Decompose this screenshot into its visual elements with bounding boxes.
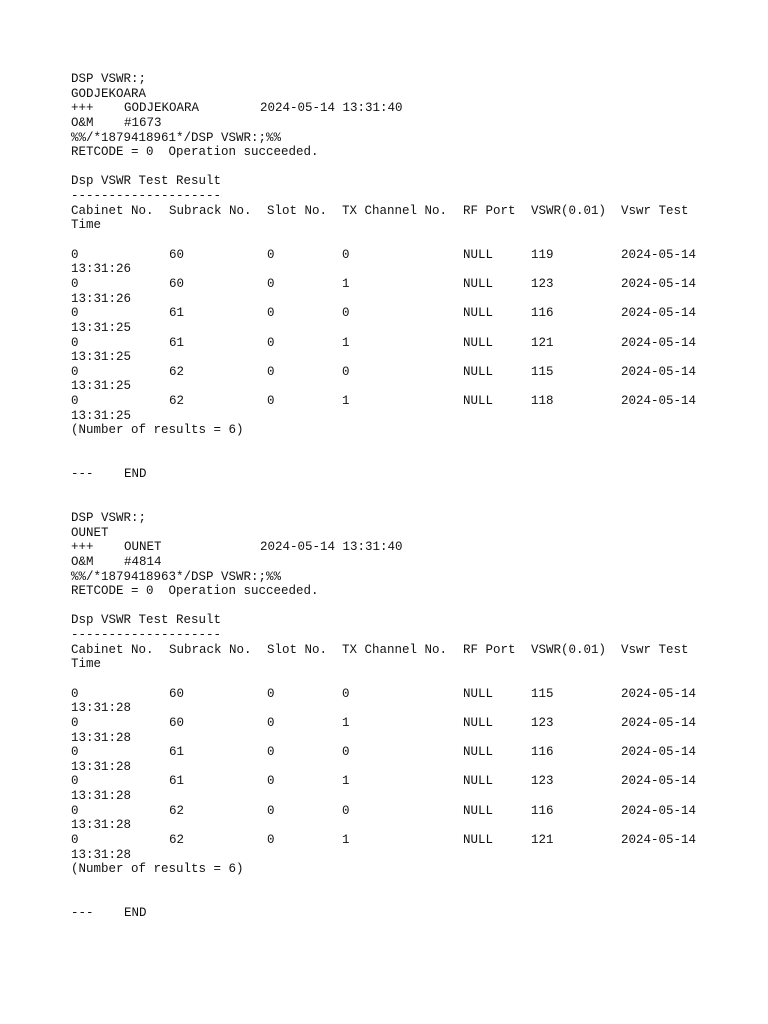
column-header: Vswr Test <box>621 203 689 218</box>
end-label: END <box>124 467 147 482</box>
cell-rf-port: NULL <box>463 364 494 379</box>
header-timestamp: 2024-05-14 13:31:40 <box>260 101 403 116</box>
cell-cabinet: 0 <box>71 394 79 409</box>
command-block <box>71 72 731 482</box>
cell-test-date: 2024-05-14 <box>621 394 697 409</box>
blank-line <box>71 892 731 907</box>
cell-test-time: 13:31:25 <box>71 379 132 394</box>
cell-test-time: 13:31:28 <box>71 847 132 862</box>
cell-rf-port: NULL <box>463 745 494 760</box>
cell-slot: 0 <box>267 686 275 701</box>
blank-line <box>71 877 731 892</box>
column-header: RF Port <box>463 203 516 218</box>
cell-rf-port: NULL <box>463 276 494 291</box>
table-row <box>71 745 731 760</box>
cell-tx-channel: 1 <box>342 335 350 350</box>
cell-test-time: 13:31:26 <box>71 262 132 277</box>
command-output-document <box>71 72 731 950</box>
cell-subrack: 61 <box>169 774 185 789</box>
om-id: #1673 <box>124 115 162 130</box>
cell-vswr: 115 <box>531 364 554 379</box>
cell-slot: 0 <box>267 335 275 350</box>
cell-cabinet: 0 <box>71 247 79 262</box>
om-id: #4814 <box>124 554 162 569</box>
cell-subrack: 62 <box>169 394 185 409</box>
cell-slot: 0 <box>267 803 275 818</box>
cell-test-date: 2024-05-14 <box>621 306 697 321</box>
cell-test-date: 2024-05-14 <box>621 715 697 730</box>
cell-test-time: 13:31:25 <box>71 408 132 423</box>
column-header: Slot No. <box>267 642 328 657</box>
cell-slot: 0 <box>267 247 275 262</box>
column-header: Cabinet No. <box>71 203 154 218</box>
column-header: Cabinet No. <box>71 642 154 657</box>
blank-line <box>71 233 731 248</box>
cell-tx-channel: 0 <box>342 306 350 321</box>
cell-subrack: 60 <box>169 276 185 291</box>
blank-line <box>71 438 731 453</box>
cell-tx-channel: 0 <box>342 686 350 701</box>
cell-test-time: 13:31:28 <box>71 759 132 774</box>
header-ne-name: OUNET <box>124 540 162 555</box>
table-header <box>71 204 731 219</box>
cell-test-date: 2024-05-14 <box>621 833 697 848</box>
blank-line <box>71 672 731 687</box>
cell-cabinet: 0 <box>71 364 79 379</box>
cell-rf-port: NULL <box>463 715 494 730</box>
cell-subrack: 62 <box>169 364 185 379</box>
cell-test-date: 2024-05-14 <box>621 803 697 818</box>
cell-rf-port: NULL <box>463 394 494 409</box>
cell-vswr: 121 <box>531 833 554 848</box>
cell-cabinet: 0 <box>71 715 79 730</box>
cell-test-date: 2024-05-14 <box>621 364 697 379</box>
title-separator: -------------------- <box>71 628 222 643</box>
cell-vswr: 116 <box>531 803 554 818</box>
cell-slot: 0 <box>267 715 275 730</box>
om-label: O&M <box>71 554 94 569</box>
report-header <box>71 101 731 116</box>
command-echo: %%/*1879418961*/DSP VSWR:;%% <box>71 130 282 145</box>
cell-cabinet: 0 <box>71 745 79 760</box>
cell-slot: 0 <box>267 745 275 760</box>
cell-subrack: 61 <box>169 745 185 760</box>
cell-slot: 0 <box>267 394 275 409</box>
cell-cabinet: 0 <box>71 774 79 789</box>
command-line: DSP VSWR:; <box>71 510 147 525</box>
om-line <box>71 555 731 570</box>
header-ne-name: GODJEKOARA <box>124 101 200 116</box>
command-echo: %%/*1879418963*/DSP VSWR:;%% <box>71 569 282 584</box>
cell-vswr: 118 <box>531 394 554 409</box>
column-header: VSWR(0.01) <box>531 203 607 218</box>
cell-tx-channel: 1 <box>342 276 350 291</box>
cell-vswr: 123 <box>531 276 554 291</box>
cell-subrack: 62 <box>169 833 185 848</box>
ne-name: GODJEKOARA <box>71 86 147 101</box>
table-row <box>71 365 731 380</box>
retcode-line: RETCODE = 0 Operation succeeded. <box>71 584 319 599</box>
cell-slot: 0 <box>267 833 275 848</box>
ne-name: OUNET <box>71 525 109 540</box>
blank-line <box>71 599 731 614</box>
table-row <box>71 774 731 789</box>
cell-rf-port: NULL <box>463 335 494 350</box>
column-header-wrap: Time <box>71 218 102 233</box>
cell-test-time: 13:31:28 <box>71 818 132 833</box>
cell-vswr: 123 <box>531 715 554 730</box>
cell-cabinet: 0 <box>71 306 79 321</box>
end-line <box>71 906 731 921</box>
cell-test-time: 13:31:28 <box>71 730 132 745</box>
table-row <box>71 277 731 292</box>
cell-rf-port: NULL <box>463 247 494 262</box>
cell-tx-channel: 1 <box>342 394 350 409</box>
column-header: Slot No. <box>267 203 328 218</box>
header-timestamp: 2024-05-14 13:31:40 <box>260 540 403 555</box>
cell-test-time: 13:31:28 <box>71 701 132 716</box>
result-title: Dsp VSWR Test Result <box>71 174 222 189</box>
column-header: Subrack No. <box>169 642 252 657</box>
header-prefix: +++ <box>71 101 94 116</box>
cell-test-time: 13:31:28 <box>71 789 132 804</box>
column-header: VSWR(0.01) <box>531 642 607 657</box>
table-row <box>71 687 731 702</box>
cell-rf-port: NULL <box>463 686 494 701</box>
cell-tx-channel: 1 <box>342 833 350 848</box>
cell-test-time: 13:31:25 <box>71 320 132 335</box>
cell-slot: 0 <box>267 306 275 321</box>
end-marker: --- <box>71 467 94 482</box>
cell-slot: 0 <box>267 774 275 789</box>
cell-test-time: 13:31:26 <box>71 291 132 306</box>
cell-test-time: 13:31:25 <box>71 350 132 365</box>
cell-test-date: 2024-05-14 <box>621 774 697 789</box>
table-row <box>71 248 731 263</box>
cell-test-date: 2024-05-14 <box>621 247 697 262</box>
cell-cabinet: 0 <box>71 686 79 701</box>
cell-test-date: 2024-05-14 <box>621 276 697 291</box>
cell-test-date: 2024-05-14 <box>621 686 697 701</box>
om-label: O&M <box>71 115 94 130</box>
result-count: (Number of results = 6) <box>71 423 244 438</box>
cell-vswr: 116 <box>531 306 554 321</box>
table-row <box>71 804 731 819</box>
cell-test-date: 2024-05-14 <box>621 335 697 350</box>
cell-tx-channel: 0 <box>342 247 350 262</box>
table-row <box>71 833 731 848</box>
command-line: DSP VSWR:; <box>71 72 147 86</box>
cell-cabinet: 0 <box>71 803 79 818</box>
cell-cabinet: 0 <box>71 335 79 350</box>
cell-vswr: 119 <box>531 247 554 262</box>
end-marker: --- <box>71 906 94 921</box>
cell-tx-channel: 1 <box>342 774 350 789</box>
cell-rf-port: NULL <box>463 306 494 321</box>
column-header: TX Channel No. <box>342 203 448 218</box>
cell-subrack: 62 <box>169 803 185 818</box>
cell-tx-channel: 0 <box>342 803 350 818</box>
cell-rf-port: NULL <box>463 833 494 848</box>
cell-slot: 0 <box>267 364 275 379</box>
cell-vswr: 116 <box>531 745 554 760</box>
cell-tx-channel: 1 <box>342 715 350 730</box>
report-header <box>71 540 731 555</box>
cell-tx-channel: 0 <box>342 364 350 379</box>
cell-vswr: 123 <box>531 774 554 789</box>
result-count: (Number of results = 6) <box>71 862 244 877</box>
column-header: RF Port <box>463 642 516 657</box>
blank-line <box>71 453 731 468</box>
table-row <box>71 716 731 731</box>
end-label: END <box>124 906 147 921</box>
cell-slot: 0 <box>267 276 275 291</box>
column-header: TX Channel No. <box>342 642 448 657</box>
result-title: Dsp VSWR Test Result <box>71 613 222 628</box>
cell-tx-channel: 0 <box>342 745 350 760</box>
cell-vswr: 121 <box>531 335 554 350</box>
cell-subrack: 60 <box>169 715 185 730</box>
table-row <box>71 306 731 321</box>
cell-vswr: 115 <box>531 686 554 701</box>
column-header-wrap: Time <box>71 657 102 672</box>
cell-subrack: 60 <box>169 686 185 701</box>
cell-rf-port: NULL <box>463 774 494 789</box>
cell-cabinet: 0 <box>71 276 79 291</box>
table-row <box>71 336 731 351</box>
table-header <box>71 643 731 658</box>
table-row <box>71 394 731 409</box>
command-block <box>71 511 731 921</box>
title-separator: -------------------- <box>71 189 222 204</box>
retcode-line: RETCODE = 0 Operation succeeded. <box>71 145 319 160</box>
end-line <box>71 467 731 482</box>
cell-rf-port: NULL <box>463 803 494 818</box>
cell-test-date: 2024-05-14 <box>621 745 697 760</box>
header-prefix: +++ <box>71 540 94 555</box>
cell-subrack: 60 <box>169 247 185 262</box>
cell-subrack: 61 <box>169 306 185 321</box>
cell-cabinet: 0 <box>71 833 79 848</box>
blank-line <box>71 160 731 175</box>
cell-subrack: 61 <box>169 335 185 350</box>
column-header: Subrack No. <box>169 203 252 218</box>
column-header: Vswr Test <box>621 642 689 657</box>
om-line <box>71 116 731 131</box>
